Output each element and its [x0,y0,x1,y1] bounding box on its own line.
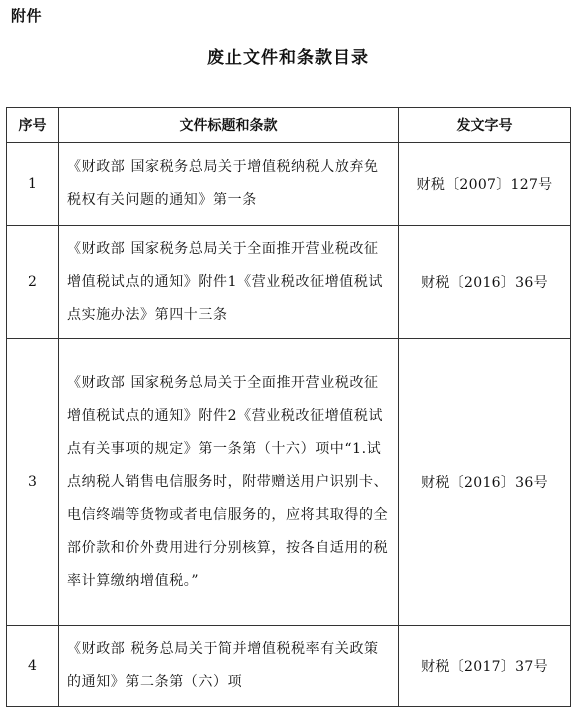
row-document-number: 财税〔2016〕36号 [399,339,571,626]
row-document-title: 《财政部 国家税务总局关于全面推开营业税改征增值税试点的通知》附件2《营业税改征增值税试点有关事项的规定》第一条第（十六）项中“1.试点纳税人销售电信服务时，附带赠送用户识别卡、电信终端等货物或者电信服务的，应将其取得的全部价款和价外费用进行分别核算，按各自适用的税率计算缴纳增值税。” [59,339,399,626]
row-number: 4 [7,626,59,707]
column-header-title: 文件标题和条款 [59,108,399,143]
table-row [7,339,571,626]
table-row [7,226,571,339]
column-header-doc-number: 发文字号 [399,108,571,143]
row-number: 3 [7,339,59,626]
row-document-title: 《财政部 国家税务总局关于全面推开营业税改征增值税试点的通知》附件1《营业税改征增值税试点实施办法》第四十三条 [59,226,399,339]
table-row [7,626,571,707]
row-document-title: 《财政部 税务总局关于简并增值税税率有关政策的通知》第二条第（六）项 [59,626,399,707]
row-document-number: 财税〔2016〕36号 [399,226,571,339]
attachment-label: 附件 [11,7,43,25]
table-header-row [7,108,571,143]
row-document-number: 财税〔2017〕37号 [399,626,571,707]
column-header-number: 序号 [7,108,59,143]
row-number: 2 [7,226,59,339]
page-title: 废止文件和条款目录 [207,48,369,68]
row-document-title: 《财政部 国家税务总局关于增值税纳税人放弃免税权有关问题的通知》第一条 [59,143,399,226]
repealed-documents-table [6,107,571,707]
row-number: 1 [7,143,59,226]
row-document-number: 财税〔2007〕127号 [399,143,571,226]
table-row [7,143,571,226]
